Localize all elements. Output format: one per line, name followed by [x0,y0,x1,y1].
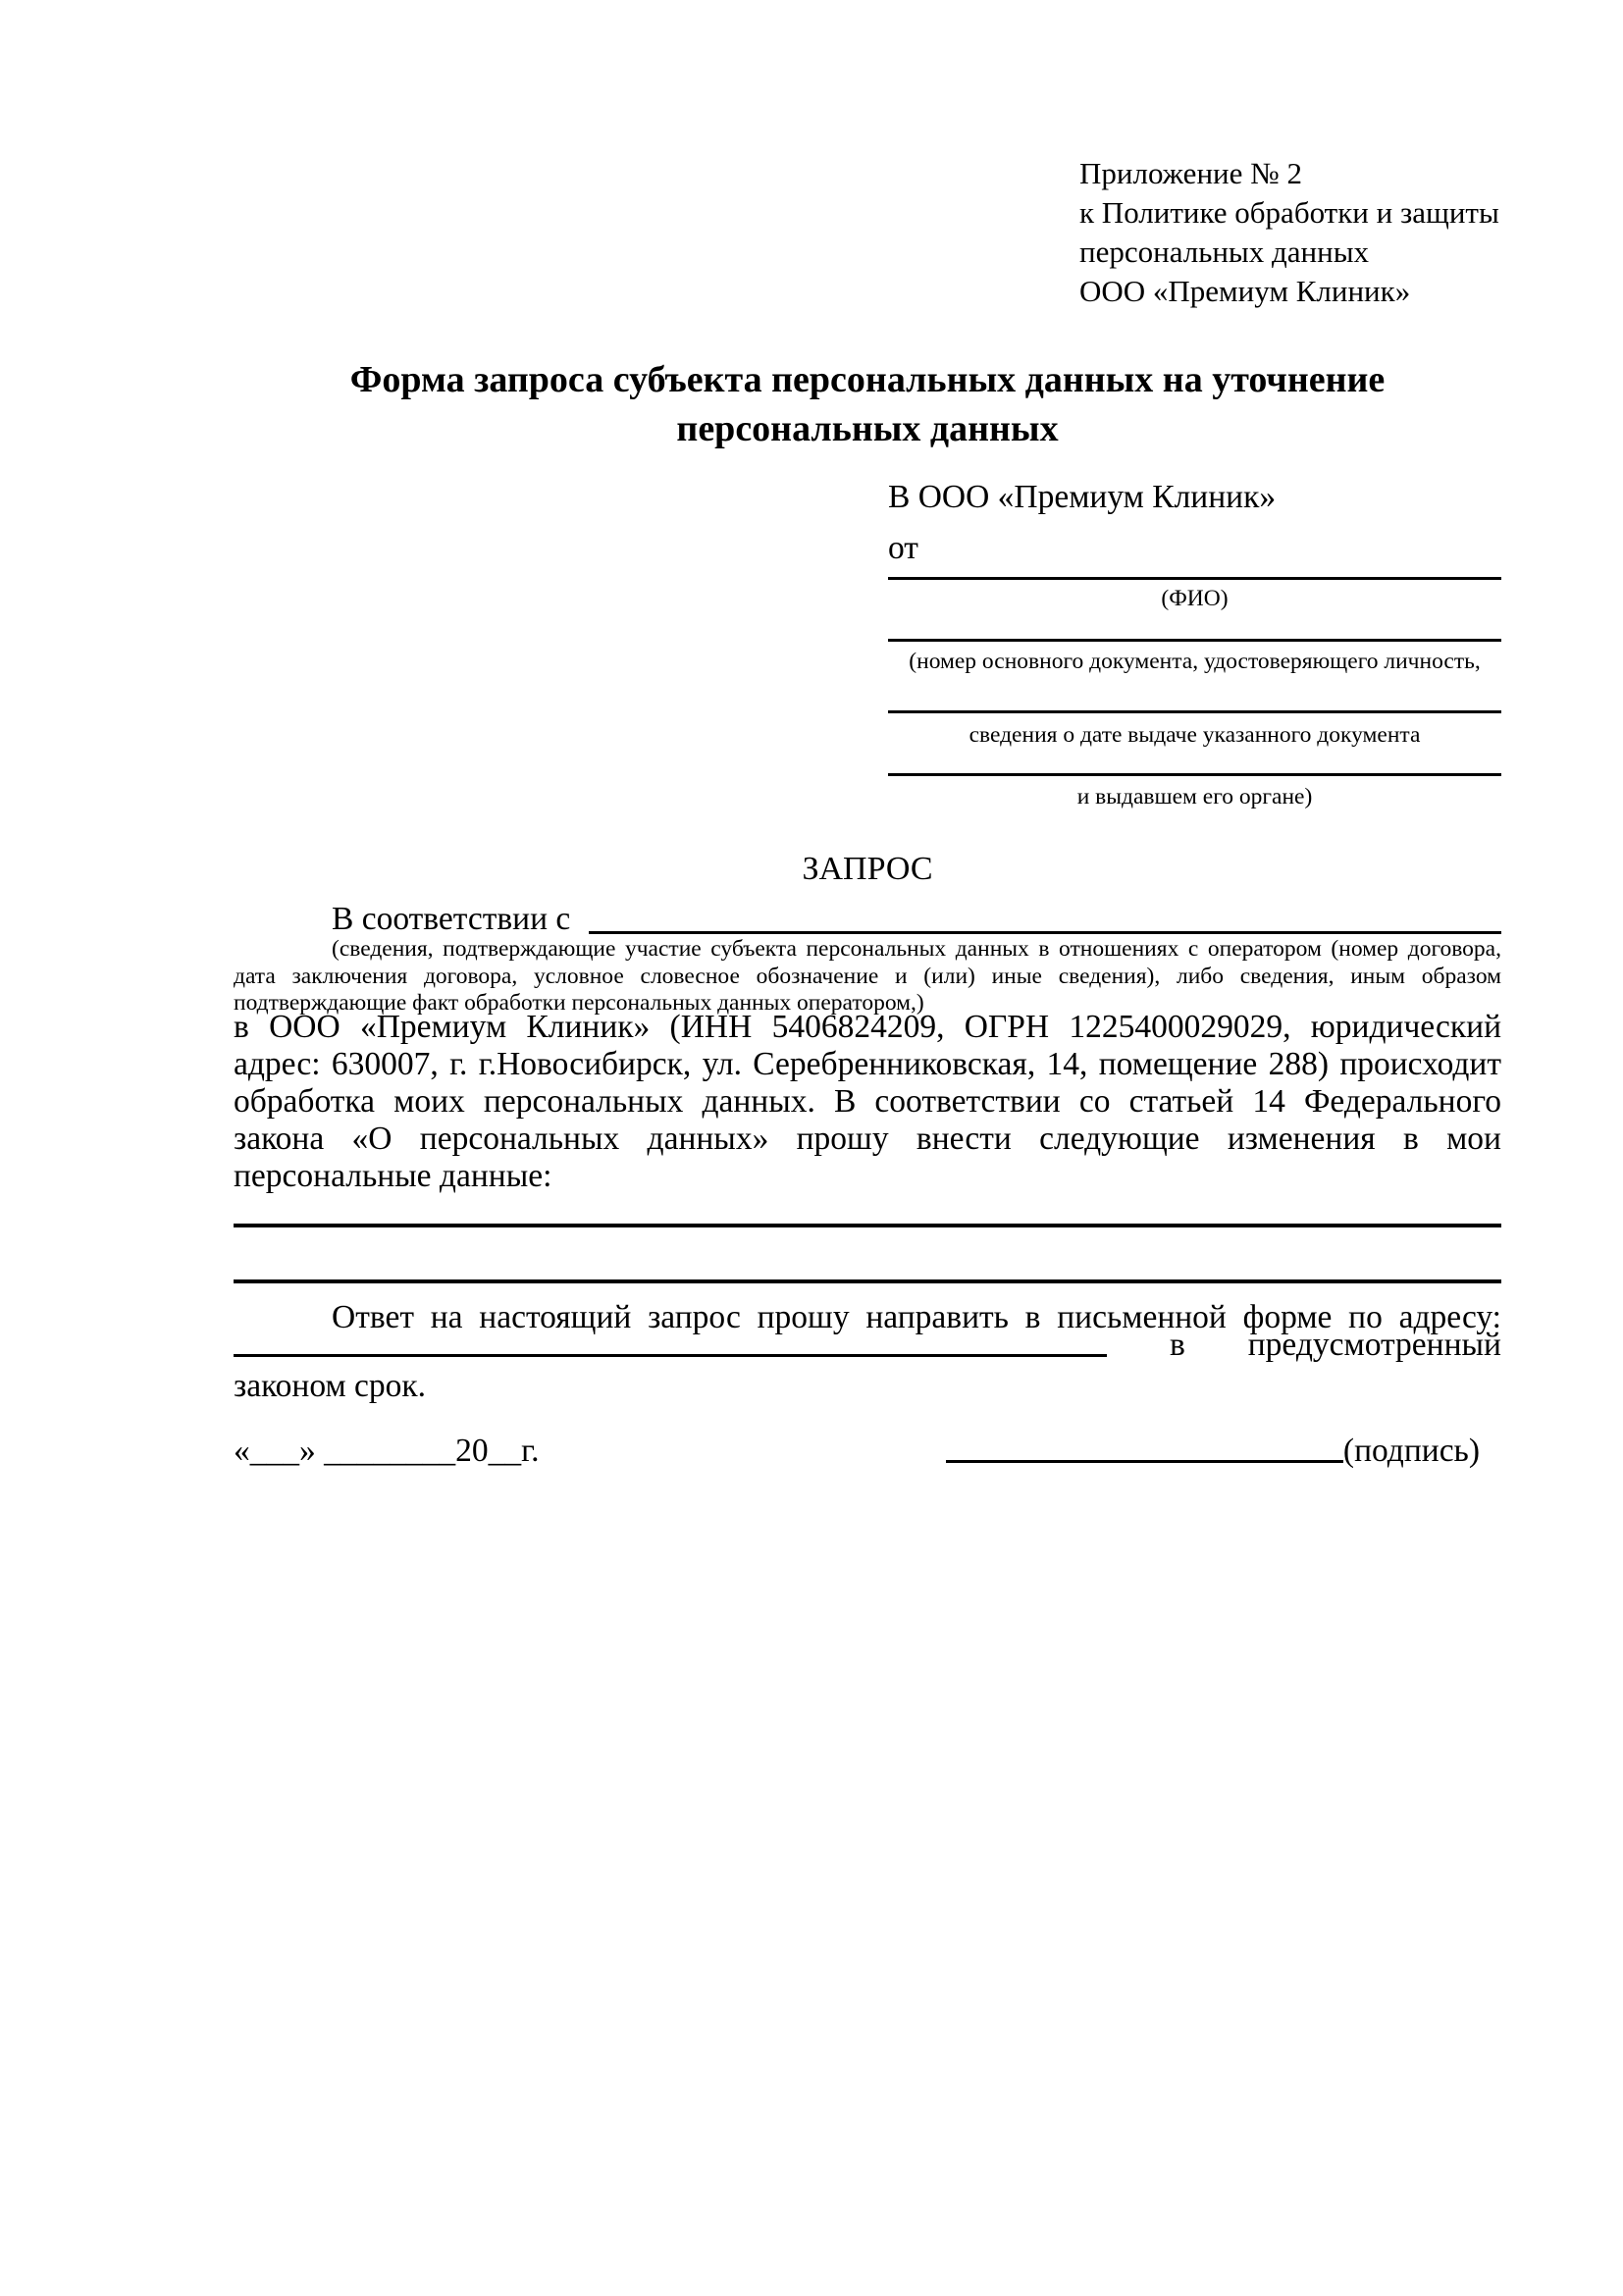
issue-date-input-line[interactable] [888,710,1501,713]
appendix-line: ООО «Премиум Клиник» [1079,274,1411,308]
fio-input-line[interactable] [888,577,1501,580]
answer-word-v: в [1169,1327,1185,1363]
issue-date-label: сведения о дате выдаче указанного документа [969,722,1421,748]
basis-input-line[interactable] [589,931,1501,934]
fio-label: (ФИО) [1161,586,1229,611]
addressee-to: В ООО «Премиум Клиник» [888,479,1277,515]
date-blank[interactable]: «___» ________20__г. [234,1433,540,1469]
document-number-label: (номер основного документа, удостоверяющего личность, [909,649,1481,674]
document-title-line-1: Форма запроса субъекта персональных данных на уточнение [349,359,1386,400]
appendix-line: персональных данных [1079,235,1370,269]
signature-input-line[interactable] [946,1460,1343,1463]
basis-intro-text: В соответствии с [332,901,579,937]
document-title [234,355,1501,453]
addressee-from: от [888,530,918,566]
answer-word-predusmotrennyj: предусмотренный [1247,1327,1501,1363]
answer-address-input-line[interactable] [234,1354,1107,1357]
answer-address-row [234,1327,1501,1364]
issuing-authority-input-line[interactable] [888,773,1501,776]
addressee-block [888,479,1501,810]
request-heading: ЗАПРОС [802,851,933,887]
answer-paragraph-end: законом срок. [234,1368,427,1404]
basis-explanation: (сведения, подтверждающие участие субъекта персональных данных в отношениях с оператором (номер договора, дата заключения договора, условное словесное обозначение и (или) иные сведения), либо сведения, иным образом подтверждающие факт обработки персональных данных оператором,) [234,936,1501,1016]
issuing-authority-label: и выдавшем его органе) [1076,784,1313,809]
changes-input-line-2[interactable] [234,1279,1501,1283]
signature-group [946,1433,1480,1470]
appendix-line: к Политике обработки и защиты [1079,195,1499,230]
answer-paragraph-line-1: Ответ на настоящий запрос прошу направить в письменной форме по адресу: [332,1299,1501,1335]
appendix-block [1079,154,1531,311]
appendix-line: Приложение № 2 [1079,156,1302,190]
document-title-line-2: персональных данных [676,408,1059,449]
request-body: в ООО «Премиум Клиник» (ИНН 5406824209, ОГРН 1225400029029, юридический адрес: 630007, г. г.Новосибирск, ул. Серебренниковская, 14, помещение 288) происходит обработка моих персональных данных. В соответствии со статьей 14 Федерального закона «О персональных данных» прошу внести следующие изменения в мои персональные данные: [234,1009,1501,1194]
changes-input-line-1[interactable] [234,1224,1501,1227]
footer-row [234,1433,1501,1470]
document-number-input-line[interactable] [888,639,1501,642]
basis-row [234,901,1501,938]
signature-label: (подпись) [1342,1433,1480,1469]
